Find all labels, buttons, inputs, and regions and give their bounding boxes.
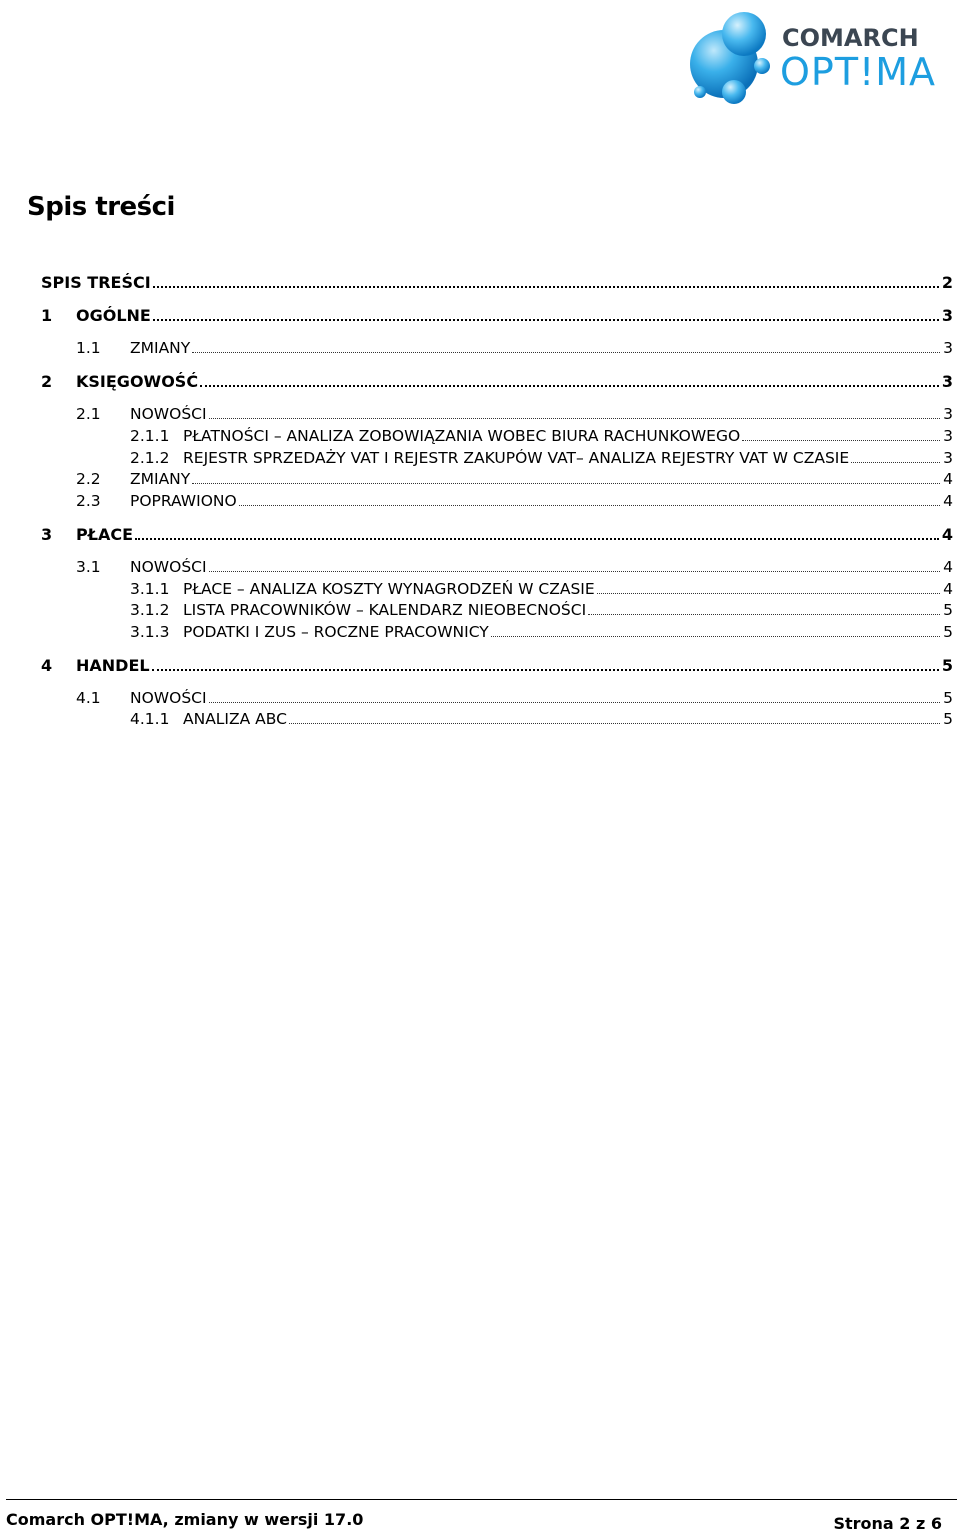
toc-entry-title: PŁACE [76,525,134,544]
footer-document-name: Comarch OPT!MA, zmiany w wersji 17.0 [6,1510,364,1529]
toc-entry-number: 2.2 [76,470,101,488]
toc-entry-title: PODATKI I ZUS – ROCZNE PRACOWNICY [183,623,489,641]
toc-entry-title: PŁACE – ANALIZA KOSZTY WYNAGRODZEŃ W CZASIE [183,580,595,598]
toc-entry[interactable] [41,492,953,510]
toc-entry[interactable] [41,558,953,576]
toc-entry-title: KSIĘGOWOŚĆ [76,372,199,391]
toc-entry-number: 4.1 [76,689,101,707]
toc-entry-page: 3 [943,427,953,445]
toc-entry-title: ZMIANY [130,339,191,357]
logo-product-text: OPT!MA [780,50,937,94]
toc-entry-number: 2.1.2 [130,449,170,467]
toc-entry[interactable] [41,525,953,544]
toc-dot-leader [209,571,941,572]
toc-entry-page: 4 [943,580,953,598]
toc-entry-number: 3.1.2 [130,601,170,619]
toc-dot-leader [851,462,940,463]
toc-entry-title: POPRAWIONO [130,492,237,510]
toc-entry-page: 4 [943,492,953,510]
toc-entry-number: 4.1.1 [130,710,170,728]
toc-entry-page: 5 [943,689,953,707]
toc-entry-page: 2 [941,273,953,292]
toc-entry[interactable] [41,339,953,357]
toc-entry-page: 5 [943,601,953,619]
toc-entry-title: PŁATNOŚCI – ANALIZA ZOBOWIĄZANIA WOBEC BIURA RACHUNKOWEGO [183,427,741,445]
toc-entry[interactable] [41,470,953,488]
toc-entry[interactable] [41,427,953,445]
toc-entry-page: 5 [941,656,953,675]
toc-entry-number: 3.1.3 [130,623,170,641]
toc-entry-page: 5 [943,710,953,728]
toc-entry[interactable] [41,656,953,675]
toc-entry-page: 5 [943,623,953,641]
footer-page-number: Strona 2 z 6 [833,1514,942,1533]
comarch-optima-logo [686,6,936,106]
toc-dot-leader [588,614,940,615]
toc-entry-number: 4 [41,656,53,675]
toc-entry-number: 2.1.1 [130,427,170,445]
toc-entry-title: OGÓLNE [76,306,151,325]
toc-entry-page: 4 [943,470,953,488]
toc-dot-leader [153,319,939,321]
toc-entry-title: REJESTR SPRZEDAŻY VAT I REJESTR ZAKUPÓW VAT– ANALIZA REJESTRY VAT W CZASIE [183,449,850,467]
toc-heading: Spis treści [27,192,175,222]
toc-dot-leader [135,538,939,540]
toc-entry-title: HANDEL [76,656,150,675]
toc-entry[interactable] [41,449,953,467]
toc-entry-page: 3 [943,339,953,357]
toc-dot-leader [200,385,939,387]
toc-entry-page: 3 [941,306,953,325]
logo-brand-text: COMARCH [782,24,919,52]
toc-entry-title: NOWOŚCI [130,689,207,707]
toc-dot-leader [192,352,940,353]
toc-entry[interactable] [41,623,953,641]
toc-dot-leader [152,669,939,671]
toc-dot-leader [239,505,940,506]
toc-entry-number: 1.1 [76,339,101,357]
bubbles-icon [686,6,776,106]
toc-entry-number: 3 [41,525,53,544]
toc-entry-page: 3 [943,449,953,467]
toc-entry[interactable] [41,689,953,707]
toc-entry-title: LISTA PRACOWNIKÓW – KALENDARZ NIEOBECNOŚCI [183,601,587,619]
toc-entry-number: 3.1.1 [130,580,170,598]
toc-dot-leader [742,440,940,441]
toc-dot-leader [192,483,940,484]
toc-dot-leader [209,702,941,703]
toc-dot-leader [289,723,940,724]
toc-entry-title: SPIS TREŚCI [41,273,151,292]
toc-entry-page: 4 [941,525,953,544]
toc-entry[interactable] [41,273,953,292]
toc-entry-number: 3.1 [76,558,101,576]
toc-dot-leader [153,286,939,288]
toc-entry[interactable] [41,306,953,325]
toc-dot-leader [209,418,941,419]
toc-entry-page: 3 [943,405,953,423]
toc-entry[interactable] [41,405,953,423]
toc-entry[interactable] [41,580,953,598]
toc-entry[interactable] [41,710,953,728]
toc-entry-number: 2 [41,372,53,391]
toc-entry-title: NOWOŚCI [130,405,207,423]
toc-entry-number: 2.1 [76,405,101,423]
toc-entry-title: ZMIANY [130,470,191,488]
toc-entry[interactable] [41,601,953,619]
toc-entry[interactable] [41,372,953,391]
toc-entry-title: NOWOŚCI [130,558,207,576]
footer-divider [6,1499,957,1500]
toc-entry-number: 1 [41,306,53,325]
toc-entry-number: 2.3 [76,492,101,510]
toc-dot-leader [597,593,940,594]
toc-dot-leader [491,636,940,637]
toc-entry-title: ANALIZA ABC [183,710,287,728]
toc-entry-page: 3 [941,372,953,391]
toc-entry-page: 4 [943,558,953,576]
